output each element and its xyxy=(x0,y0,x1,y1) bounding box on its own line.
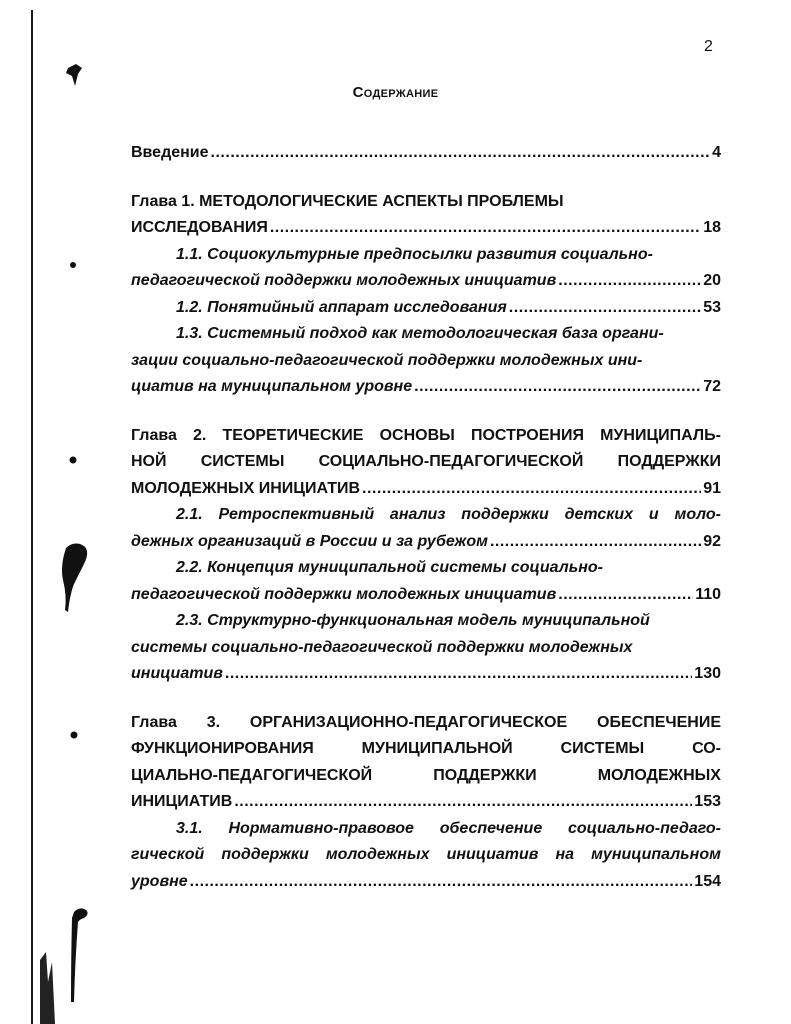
toc-entry-chapter-3 xyxy=(131,789,721,816)
toc-entry-label: педагогической поддержки молодежных инициатив xyxy=(131,272,557,289)
toc-entry-section-1-3 xyxy=(131,374,721,401)
toc-page-number: 154 xyxy=(694,872,721,890)
dot-leader xyxy=(225,661,692,688)
toc-entry-section-1-1 xyxy=(131,268,721,295)
toc-word: муниципальном xyxy=(591,846,721,863)
toc-section-2-2-heading: 2.2. Концепция муниципальной системы социально- xyxy=(176,559,603,576)
toc-chapter-2-line xyxy=(131,449,721,476)
toc-page-number: 92 xyxy=(703,532,721,550)
toc-entry-label: ИНИЦИАТИВ xyxy=(131,793,233,810)
toc-section-3-1-heading xyxy=(131,816,721,843)
toc-entry-label: уровне xyxy=(131,872,188,890)
toc-page-number: 153 xyxy=(694,793,721,810)
toc-word: ТЕОРЕТИЧЕСКИЕ xyxy=(222,426,364,444)
toc-entry-label: 1.2. Понятийный аппарат исследования xyxy=(176,298,507,316)
toc-section-2-1-heading xyxy=(131,502,721,529)
toc-page-number: 4 xyxy=(712,144,721,161)
toc-word: ПОСТРОЕНИЯ xyxy=(470,426,584,444)
dot-leader xyxy=(211,140,711,167)
toc-word: МОЛОДЕЖНЫХ xyxy=(597,766,721,784)
toc-entry-chapter-2 xyxy=(131,476,721,503)
toc-word: 3. xyxy=(206,713,221,731)
toc-word: НОЙ xyxy=(131,453,167,470)
toc-word: ОРГАНИЗАЦИОННО-ПЕДАГОГИЧЕСКОЕ xyxy=(249,713,568,731)
toc-chapter-3-line-2 xyxy=(131,736,721,763)
toc-word: на xyxy=(555,846,575,863)
toc-page-number: 18 xyxy=(703,219,721,236)
dot-leader xyxy=(362,476,701,503)
toc-word: поддержки xyxy=(461,506,549,523)
toc-section-1-3-line: зации социально-педагогической поддержки молодежных ини- xyxy=(131,351,643,369)
toc-word: ФУНКЦИОНИРОВАНИЯ xyxy=(131,740,314,757)
toc-chapter-3-heading xyxy=(131,710,721,737)
toc-word: моло- xyxy=(674,506,721,523)
ink-blot-decoration xyxy=(40,0,100,1024)
toc-word: анализ xyxy=(389,506,446,523)
toc-word: СИСТЕМЫ xyxy=(200,453,285,470)
page-title: Содержание xyxy=(352,84,439,101)
toc-entry-intro xyxy=(131,140,721,167)
toc-page-number: 110 xyxy=(695,585,721,603)
toc-page-number: 20 xyxy=(703,272,721,289)
toc-word: ЦИАЛЬНО-ПЕДАГОГИЧЕСКОЙ xyxy=(131,766,373,784)
toc-word: МУНИЦИПАЛЬНОЙ xyxy=(361,740,513,757)
toc-word: детских xyxy=(564,506,634,523)
toc-entry-section-2-2 xyxy=(131,582,721,609)
toc-section-2-3-line: системы социально-педагогической поддержки молодежных xyxy=(131,638,633,656)
toc-word: СИСТЕМЫ xyxy=(560,740,645,757)
dot-leader xyxy=(270,215,701,242)
dot-leader xyxy=(509,295,701,322)
scan-edge-line xyxy=(31,10,33,1024)
toc-chapter-2-heading xyxy=(131,423,721,450)
toc-entry-chapter-1 xyxy=(131,215,721,242)
toc-word: Нормативно-правовое xyxy=(228,819,414,837)
toc-entry-section-3-1 xyxy=(131,869,721,896)
toc-word: поддержки xyxy=(221,846,309,863)
toc-chapter-3-line-3 xyxy=(131,763,721,790)
toc-entry-label: инициатив xyxy=(131,665,223,682)
dot-leader xyxy=(558,268,701,295)
toc-section-1-1-heading: 1.1. Социокультурные предпосылки развития социально- xyxy=(176,245,653,263)
toc-word: молодежных xyxy=(325,846,430,863)
toc-word: Ретроспективный xyxy=(218,506,375,523)
toc-entry-label: педагогической поддержки молодежных инициатив xyxy=(131,585,557,603)
toc-entry-label: ИССЛЕДОВАНИЯ xyxy=(131,219,268,236)
toc-word: обеспечение xyxy=(439,819,543,837)
toc-entry-section-2-1 xyxy=(131,529,721,556)
toc-section-3-1-line xyxy=(131,842,721,869)
toc-word: ПОДДЕРЖКИ xyxy=(433,766,537,784)
toc-word: 2. xyxy=(193,426,207,444)
dot-leader xyxy=(190,869,693,896)
toc-word: Глава xyxy=(131,426,177,444)
toc-word: 3.1. xyxy=(176,819,203,837)
toc-word: СО- xyxy=(692,740,721,757)
toc-word: ОСНОВЫ xyxy=(379,426,455,444)
toc-section-1-3-heading: 1.3. Системный подход как методологическая база органи- xyxy=(176,325,664,342)
toc-word: МУНИЦИПАЛЬ- xyxy=(600,426,721,444)
toc-word: социально-педаго- xyxy=(567,819,721,837)
dot-leader xyxy=(414,374,701,401)
toc-word: инициатив xyxy=(446,846,539,863)
dot-leader xyxy=(490,529,701,556)
toc-word: гической xyxy=(131,846,205,863)
toc-word: и xyxy=(648,506,659,523)
toc-word: 2.1. xyxy=(176,506,203,523)
toc-entry-section-2-3 xyxy=(131,661,721,688)
dot-leader xyxy=(558,582,693,609)
toc-word: ПОДДЕРЖКИ xyxy=(617,453,721,470)
toc-entry-label: Введение xyxy=(131,144,209,161)
toc-word: ОБЕСПЕЧЕНИЕ xyxy=(597,713,721,731)
toc-page-number: 91 xyxy=(703,479,721,497)
toc-entry-section-1-2 xyxy=(131,295,721,322)
toc-entry-label: циатив на муниципальном уровне xyxy=(131,378,413,395)
dot-leader xyxy=(234,789,692,816)
toc-page-number: 53 xyxy=(703,298,721,316)
table-of-contents xyxy=(131,140,721,895)
toc-word: СОЦИАЛЬНО-ПЕДАГОГИЧЕСКОЙ xyxy=(318,453,584,470)
toc-chapter-1-heading: Глава 1. МЕТОДОЛОГИЧЕСКИЕ АСПЕКТЫ ПРОБЛЕМЫ xyxy=(131,192,564,210)
page-number: 2 xyxy=(704,38,713,55)
toc-section-2-3-heading: 2.3. Структурно-функциональная модель муниципальной xyxy=(176,612,650,629)
toc-entry-label: дежных организаций в России и за рубежом xyxy=(131,532,488,550)
toc-entry-label: МОЛОДЕЖНЫХ ИНИЦИАТИВ xyxy=(131,479,361,497)
toc-page-number: 130 xyxy=(694,665,721,682)
toc-word: Глава xyxy=(131,713,177,731)
toc-page-number: 72 xyxy=(703,378,721,395)
